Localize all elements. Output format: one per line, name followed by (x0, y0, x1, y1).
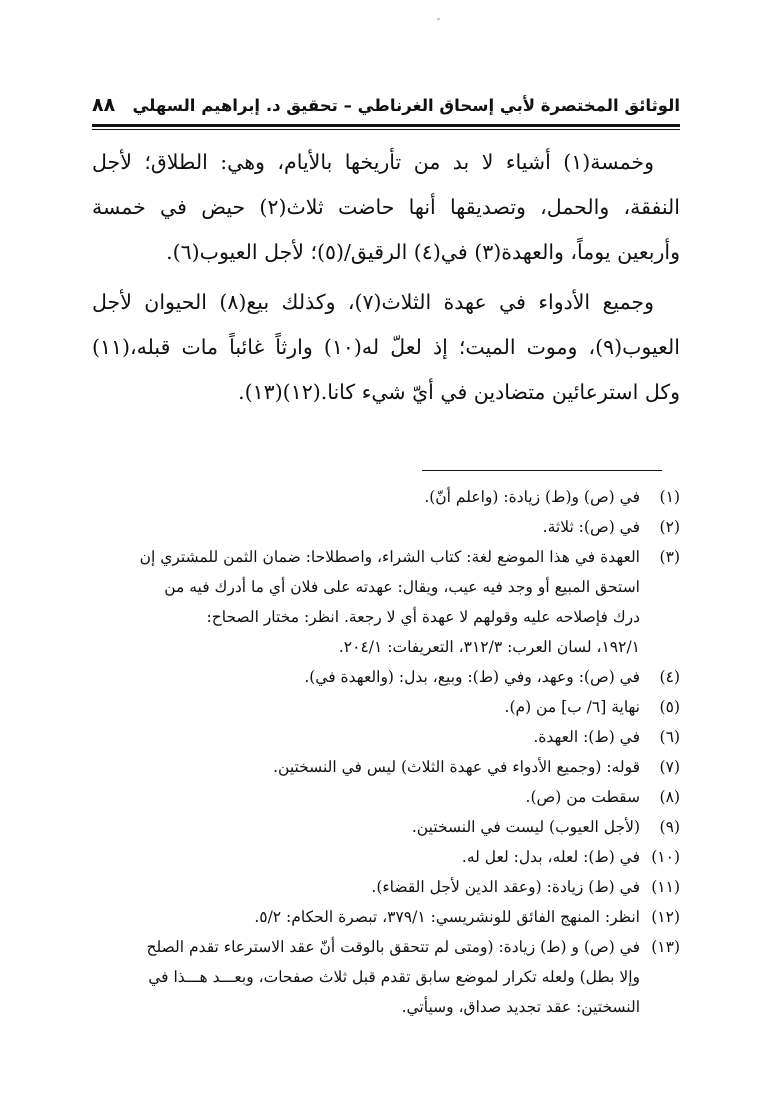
footnote (92, 812, 680, 842)
footnote (92, 692, 680, 722)
footnotes (92, 482, 680, 1022)
footnote-text: سقطت من (ص). (525, 788, 640, 806)
footnote-text: درك فإصلاحه عليه وقولهم لا عهدة أي لا رجعة. انظر: مختار الصحاح: (206, 608, 640, 626)
footnote (92, 542, 680, 662)
paragraph-1-line-1: وخمسة(١) أشياء لا بد من تأريخها بالأيام، وهي: الطلاق؛ لأجل (92, 150, 654, 174)
footnote-text: في (ص) و(ط) زيادة: (واعلم أنّ). (424, 488, 640, 506)
footnote-text: (لأجل العيوب) ليست في النسختين. (411, 818, 640, 836)
header-rule-thick (92, 124, 680, 127)
footnote-text: في (ص) و (ط) زيادة: (ومتى لم تتحقق بالوقت أنّ عقد الاسترعاء تقدم الصلح (146, 938, 640, 956)
footnote-number: (٩) (659, 818, 680, 836)
footnote-text: في (ط) زيادة: (وعقد الدين لأجل القضاء). (371, 878, 640, 896)
footnote (92, 842, 680, 872)
footnote (92, 932, 680, 1022)
paragraph-1-line-3: يوماً، والعهدة(٣) في(٤) الرقيق/(٥)؛ لأجل العيوب(٦). (166, 240, 611, 264)
footnote-number: (١١) (651, 878, 680, 896)
footnote-number: (١) (659, 488, 680, 506)
footnote-text: استحق المبيع أو وجد فيه عيب، ويقال: عهدته على فلان أي ما أدرك فيه من (164, 578, 640, 596)
footnote-number: (٢) (659, 518, 680, 536)
footnote (92, 722, 680, 752)
main-text (92, 140, 680, 415)
paragraph-2-line-3: استرعائين متضادين في أيّ شيء كانا.(١٢)(١٣). (238, 380, 639, 404)
footnote-number: (٥) (659, 698, 680, 716)
footnote-number: (٨) (659, 788, 680, 806)
paragraph-2 (92, 280, 680, 415)
footnote-number: (٣) (659, 548, 680, 566)
running-title: الوثائق المختصرة لأبي إسحاق الغرناطي – تحقيق د. إبراهيم السهلي (132, 95, 680, 115)
footnote-number: (١٠) (651, 848, 680, 866)
footnote-text: قوله: (وجميع الأدواء في عهدة الثلاث) ليس في النسختين. (273, 758, 640, 776)
scan-speck (437, 18, 440, 20)
footnote (92, 512, 680, 542)
paragraph-1 (92, 140, 680, 275)
paragraph-2-line-1: وجميع الأدواء في عهدة الثلاث(٧)، وكذلك بيع(٨) الحيوان لأجل (92, 290, 655, 314)
paragraph-2-line-2: العيوب(٩)، وموت الميت؛ إذ لعلّ له(١٠) وارثاً غائباً مات قبله،(١١) وكل (92, 335, 680, 404)
footnote (92, 782, 680, 812)
footnote (92, 872, 680, 902)
footnote-number: (٤) (659, 668, 680, 686)
footnote (92, 752, 680, 782)
footnote (92, 482, 680, 512)
footnote-number: (٧) (659, 758, 680, 776)
footnote-text: انظر: المنهج الفائق للونشريسي: ٣٧٩/١، تبصرة الحكام: ٥/٢. (254, 908, 640, 926)
footnote (92, 902, 680, 932)
footnote-text: وإلا بطل) ولعله تكرار لموضع سابق تقدم قبل ثلاث صفحات، وبعـــد هـــذا في (148, 968, 640, 986)
page-number: ٨٨ (92, 94, 116, 116)
footnote-text: العهدة في هذا الموضع لغة: كتاب الشراء، واصطلاحا: ضمان الثمن للمشتري إن (139, 548, 640, 566)
footnote-text: في (ط): لعله، بدل: لعل له. (461, 848, 640, 866)
footnote-text: في (ص): وعهد، وفي (ط): وبيع، بدل: (والعهدة في). (304, 668, 640, 686)
footnote-text: في (ص): ثلاثة. (542, 518, 640, 536)
footnote (92, 662, 680, 692)
footnote-text: نهاية [٦/ ب] من (م). (504, 698, 640, 716)
footnote-separator (422, 470, 662, 471)
footnote-text: ١٩٢/١، لسان العرب: ٣١٢/٣، التعريفات: ٢٠٤/١. (338, 638, 640, 656)
page-header (92, 88, 680, 122)
footnote-number: (٦) (659, 728, 680, 746)
footnote-text: النسختين: عقد تجديد صداق، وسيأتي. (401, 998, 640, 1016)
paragraph-1-line-2: النفقة، والحمل، وتصديقها أنها حاضت ثلاث(٢) حيض في خمسة وأربعين (92, 195, 680, 264)
footnote-number: (١٣) (651, 938, 680, 956)
header-rule-thin (92, 129, 680, 130)
footnote-text: في (ط): العهدة. (533, 728, 640, 746)
footnote-number: (١٢) (651, 908, 680, 926)
